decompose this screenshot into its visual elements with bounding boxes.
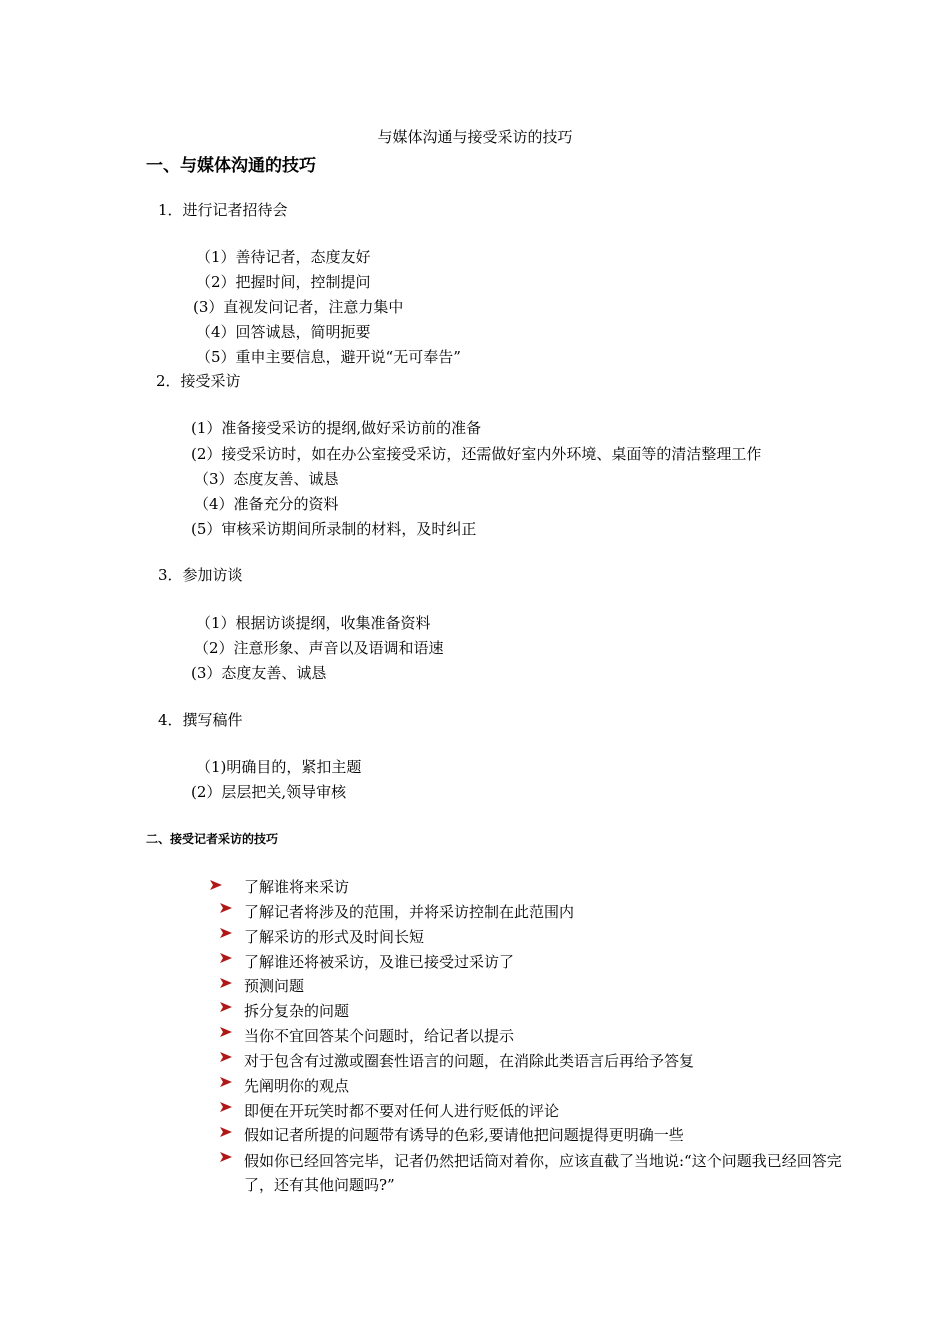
section2-heading: 二、接受记者采访的技巧 [146,832,279,846]
bullet-item: 对于包含有过激或圈套性语言的问题，在消除此类语言后再给予答复 [244,1052,695,1070]
list-item: (1）准备接受采访的提纲,做好采访前的准备 [191,419,482,437]
red-arrow-bullet-icon [219,1049,233,1068]
bullet-item: 预测问题 [244,977,305,995]
bullet-item-continuation: 了，还有其他问题吗?” [244,1176,395,1194]
bullet-item: 了解谁将来采访 [244,878,350,896]
list-item: （2）把握时间，控制提问 [196,273,371,291]
red-arrow-bullet-icon [219,900,233,919]
list-item: (3）态度友善、诚恳 [191,664,327,682]
bullet-item: 假如你已经回答完毕，记者仍然把话筒对着你，应该直截了当地说:“这个问题我已经回答完 [244,1152,842,1170]
list-item: （1）善待记者，态度友好 [196,248,371,266]
list-item: (3）直视发问记者，注意力集中 [193,298,404,316]
bullet-item: 当你不宜回答某个问题时，给记者以提示 [244,1027,515,1045]
bullet-item: 了解记者将涉及的范围，并将采访控制在此范围内 [244,903,575,921]
subsection-heading: 1．进行记者招待会 [158,201,288,219]
red-arrow-bullet-icon [219,975,233,994]
red-arrow-bullet-icon [219,1149,233,1168]
document-title: 与媒体沟通与接受采访的技巧 [377,128,573,146]
red-arrow-bullet-icon [219,950,233,969]
bullet-item: 了解谁还将被采访，及谁已接受过采访了 [244,953,515,971]
red-arrow-bullet-icon [219,1024,233,1043]
red-arrow-bullet-icon [219,925,233,944]
red-arrow-bullet-icon [219,999,233,1018]
list-item: （3）态度友善、诚恳 [194,470,339,488]
subsection-heading: 4．撰写稿件 [158,711,243,729]
section1-heading: 一、与媒体沟通的技巧 [146,156,316,176]
list-item: （4）准备充分的资料 [194,495,339,513]
bullet-item: 假如记者所提的问题带有诱导的色彩,要请他把问题提得更明确一些 [244,1126,684,1144]
bullet-item: 拆分复杂的问题 [244,1002,350,1020]
bullet-item: 了解采访的形式及时间长短 [244,928,425,946]
list-item: （1)明确目的，紧扣主题 [196,758,362,776]
bullet-item: 即便在开玩笑时都不要对任何人进行贬低的评论 [244,1102,560,1120]
red-arrow-bullet-icon [209,877,223,896]
list-item: (2）层层把关,领导审核 [191,783,347,801]
subsection-heading: 2．接受采访 [156,372,241,390]
red-arrow-bullet-icon [219,1074,233,1093]
red-arrow-bullet-icon [219,1099,233,1118]
bullet-item: 先阐明你的观点 [244,1077,350,1095]
list-item: （5）重申主要信息，避开说“无可奉告” [196,348,461,366]
subsection-heading: 3．参加访谈 [158,566,243,584]
list-item: （4）回答诚恳，简明扼要 [196,323,371,341]
list-item: (2）接受采访时，如在办公室接受采访，还需做好室内外环境、桌面等的清洁整理工作 [191,445,762,463]
list-item: (5）审核采访期间所录制的材料，及时纠正 [191,520,477,538]
list-item: （2）注意形象、声音以及语调和语速 [194,639,444,657]
red-arrow-bullet-icon [219,1124,233,1143]
list-item: （1）根据访谈提纲，收集准备资料 [196,614,431,632]
